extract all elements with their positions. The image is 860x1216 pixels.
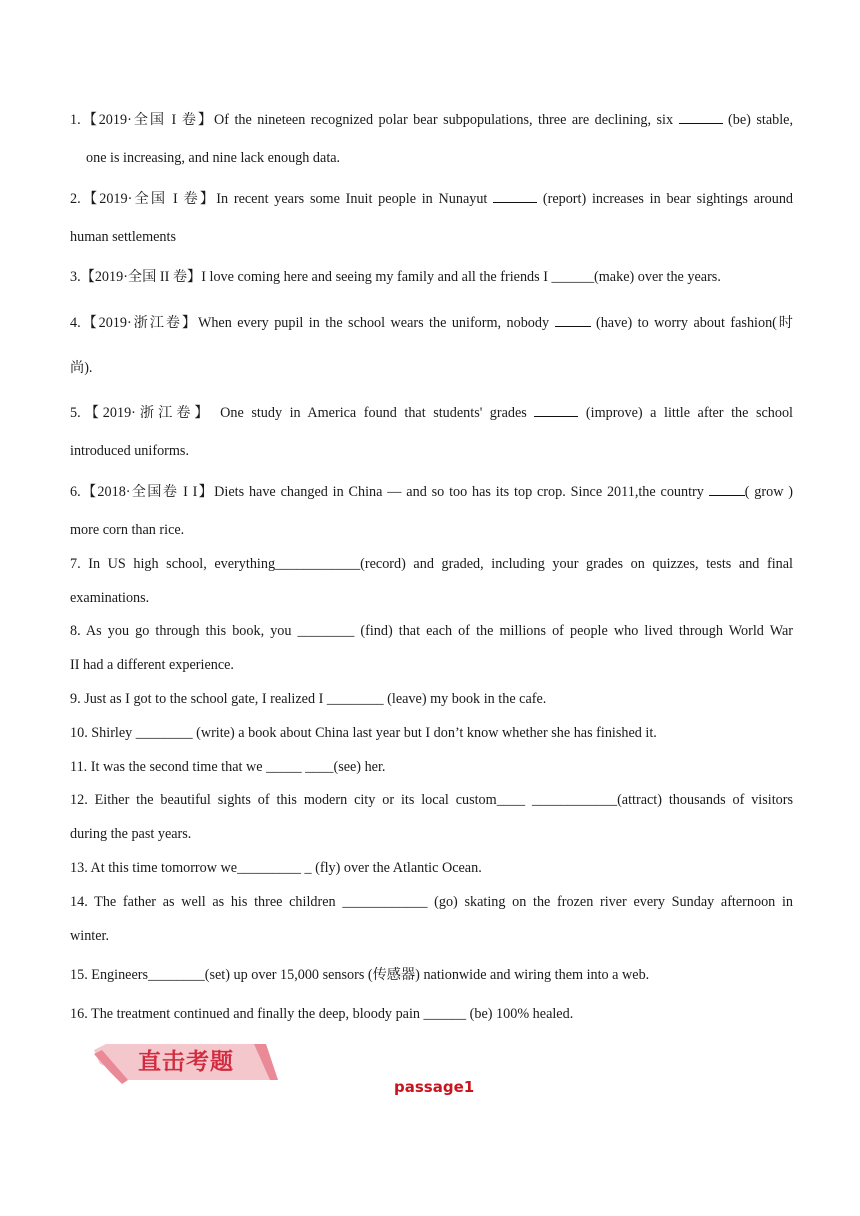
question-8-cont: II had a different experience. xyxy=(70,657,234,673)
passage-label: passage1 xyxy=(394,1078,475,1096)
question-7-cont: examinations. xyxy=(70,590,150,606)
question-6-cont: more corn than rice. xyxy=(70,522,185,538)
question-12-cont: during the past years. xyxy=(70,826,192,842)
answer-blank[interactable] xyxy=(555,312,591,327)
question-2-cont: human settlements xyxy=(70,229,176,245)
question-11: 11. It was the second time that we _____ ____(see) her. xyxy=(70,759,386,775)
banner-title: 直击考题 xyxy=(138,1049,234,1075)
question-5-cont: introduced uniforms. xyxy=(70,443,189,459)
answer-blank[interactable] xyxy=(679,109,723,124)
question-8: 8. As you go through this book, you ________ (find) that each of the millions of people who lived through World War xyxy=(70,623,793,639)
question-9: 9. Just as I got to the school gate, I realized I ________ (leave) my book in the cafe. xyxy=(70,691,547,707)
question-6: 6.【2018·全国卷 I I】Diets have changed in China — and so too has its top crop. Since 2011,the country ( grow ) xyxy=(70,481,793,502)
question-14: 14. The father as well as his three children ____________ (go) skating on the frozen river every Sunday afternoon in xyxy=(70,894,793,910)
question-15: 15. Engineers________(set) up over 15,000 sensors (传感器) nationwide and wiring them into a web. xyxy=(70,967,650,983)
question-7: 7. In US high school, everything____________(record) and graded, including your grades on quizzes, tests and final xyxy=(70,556,793,572)
answer-blank[interactable] xyxy=(534,402,578,417)
question-5: 5.【2019·浙江卷】 One study in America found that students' grades (improve) a little after the school xyxy=(70,402,793,423)
question-14-cont: winter. xyxy=(70,928,110,944)
question-1-cont: one is increasing, and nine lack enough data. xyxy=(86,150,341,166)
question-13: 13. At this time tomorrow we_________ _ (fly) over the Atlantic Ocean. xyxy=(70,860,482,876)
question-2: 2.【2019·全国 I 卷】In recent years some Inuit people in Nunayut (report) increases in bear sightings around xyxy=(70,188,793,209)
question-3: 3.【2019·全国 II 卷】I love coming here and seeing my family and all the friends I ______(make) over the years. xyxy=(70,269,721,285)
answer-blank[interactable] xyxy=(709,481,745,496)
question-4: 4.【2019·浙江卷】When every pupil in the school wears the uniform, nobody (have) to worry about fashion(时 xyxy=(70,312,793,333)
question-10: 10. Shirley ________ (write) a book about China last year but I don’t know whether she has finished it. xyxy=(70,725,657,741)
answer-blank[interactable] xyxy=(493,188,537,203)
question-12: 12. Either the beautiful sights of this modern city or its local custom____ ____________(attract) thousands of visitors xyxy=(70,792,793,808)
question-4-cont: 尚). xyxy=(70,360,93,376)
question-16: 16. The treatment continued and finally the deep, bloody pain ______ (be) 100% healed. xyxy=(70,1006,574,1022)
question-1: 1.【2019·全国 I 卷】Of the nineteen recognized polar bear subpopulations, three are declining, six (be) stable, xyxy=(70,109,793,130)
